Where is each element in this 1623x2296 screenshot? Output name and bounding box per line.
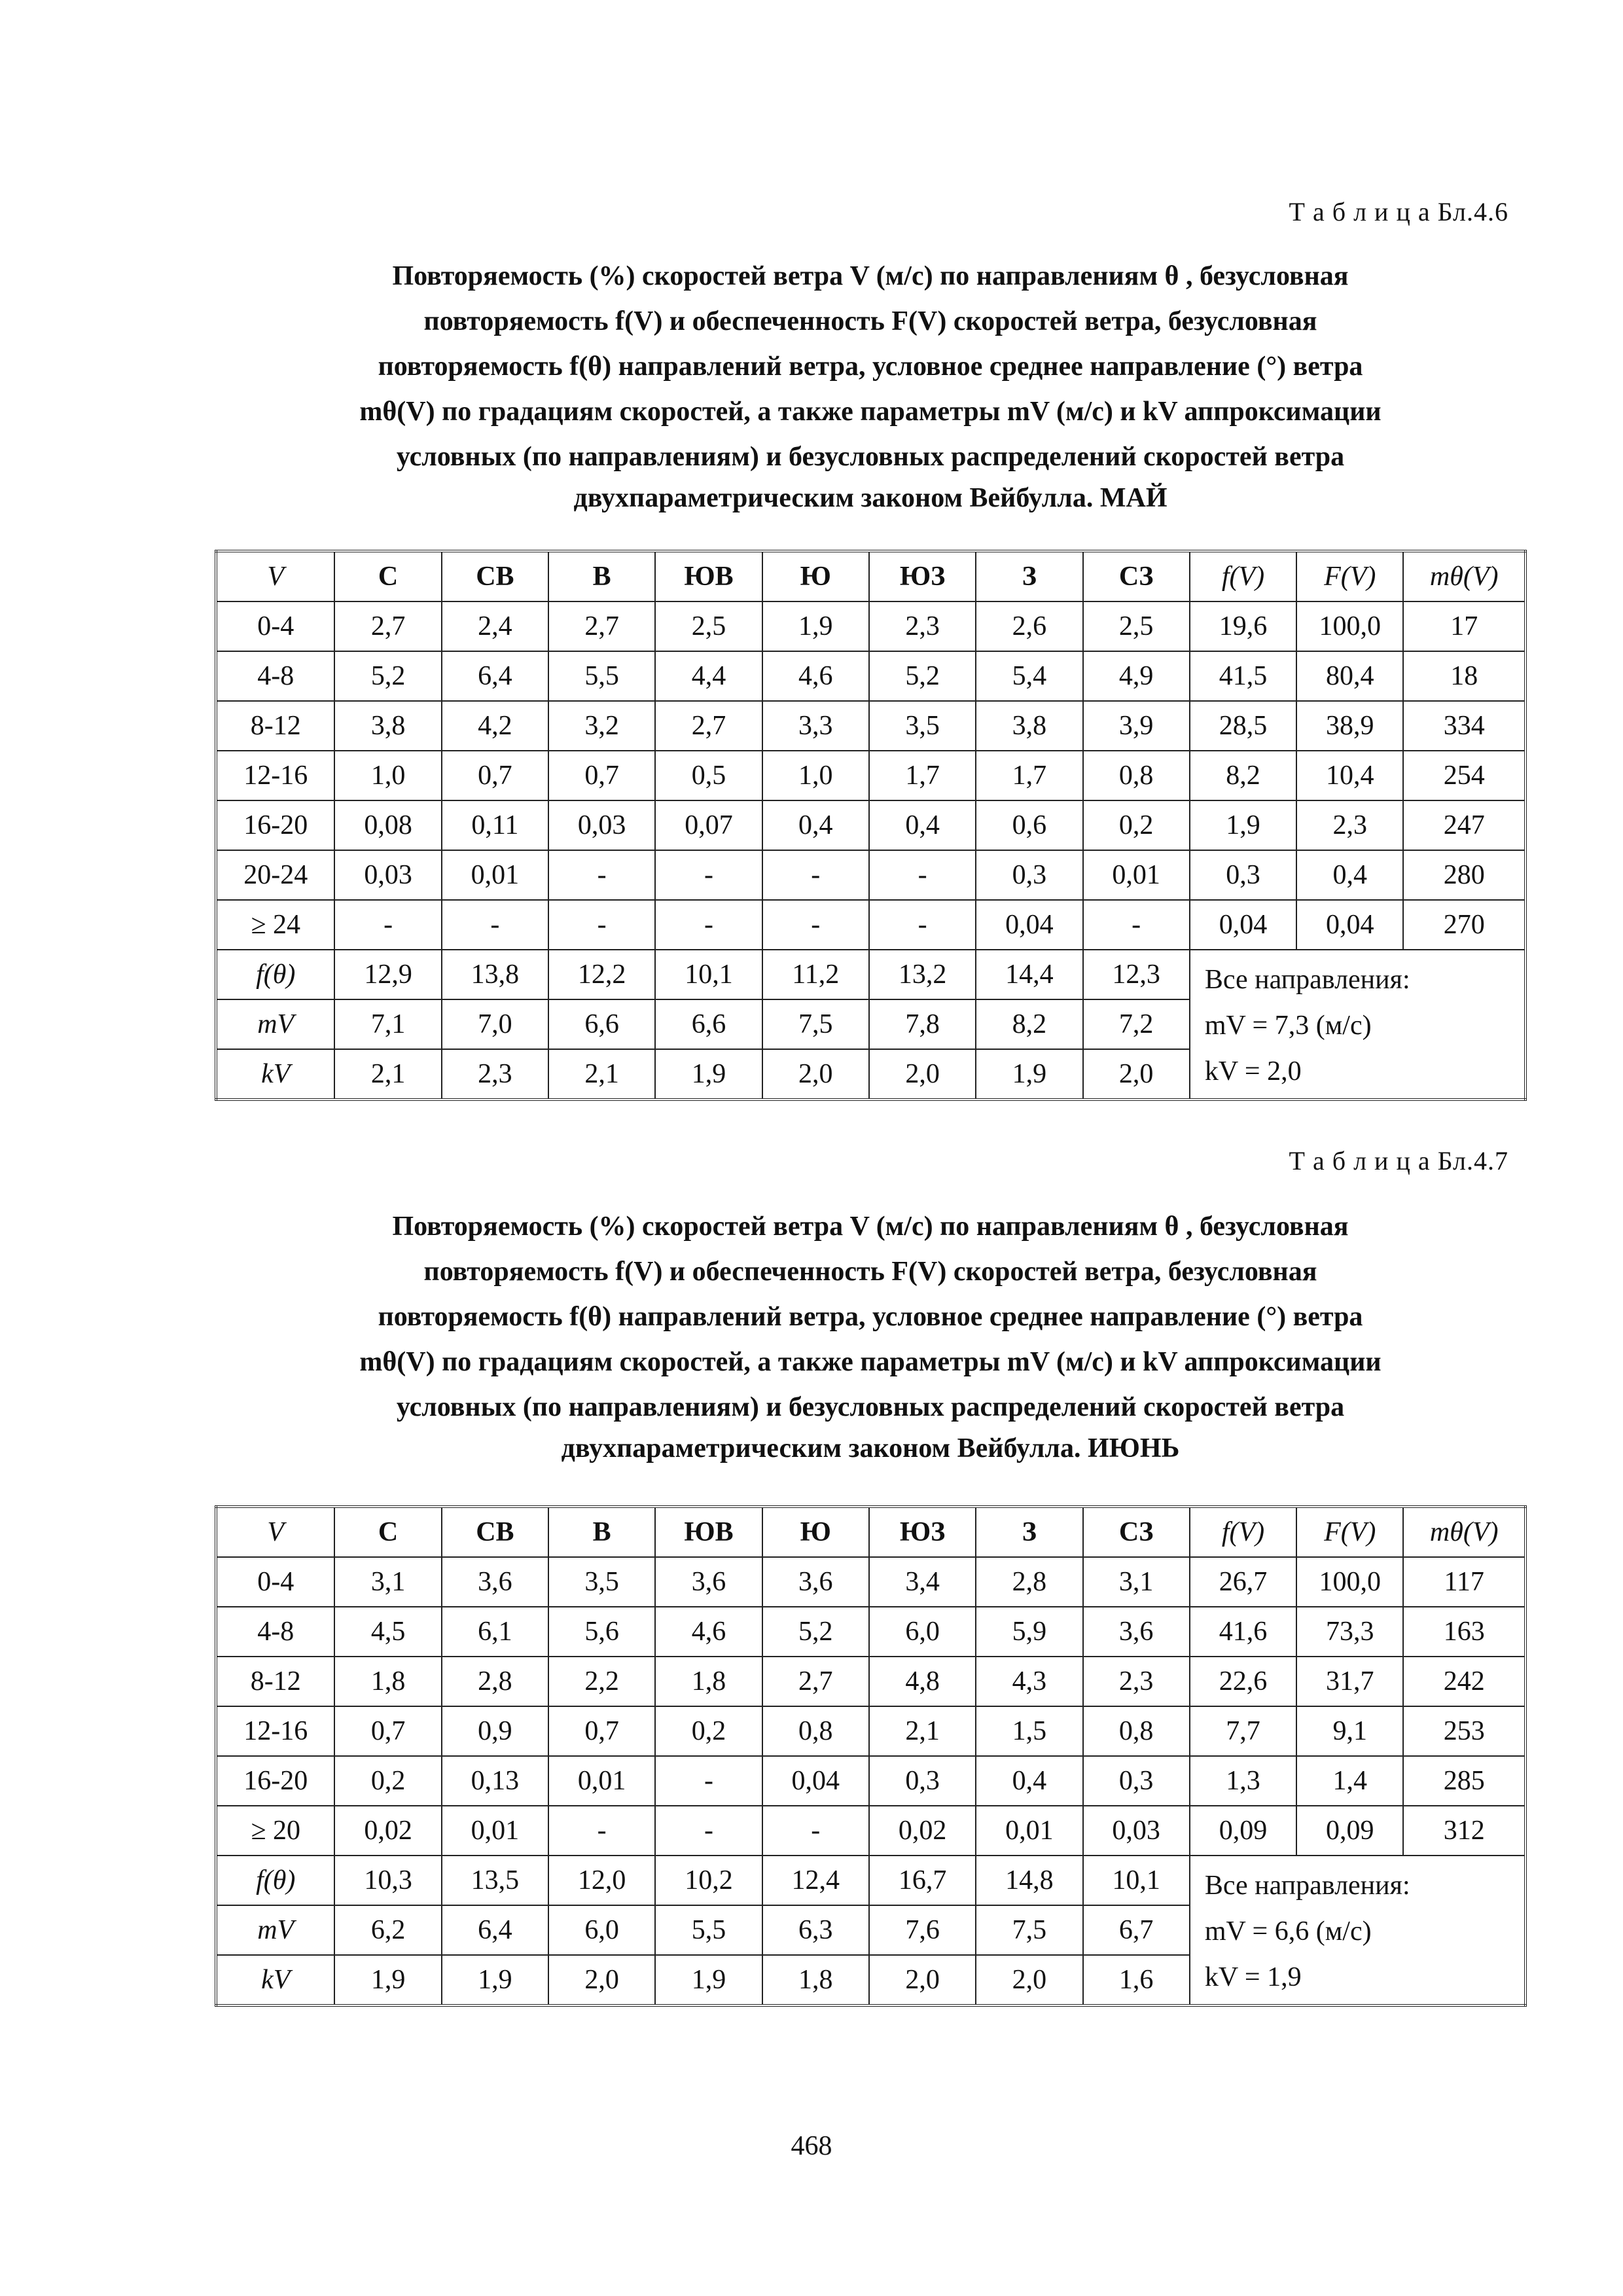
note-line: Все направления: [1204,965,1410,995]
param-cell: 12,0 [548,1856,655,1905]
table-cell: 0,2 [655,1706,762,1756]
column-header: ЮВ [655,1507,762,1557]
note-line: kV = 1,9 [1204,1962,1302,1992]
table-cell: 5,9 [976,1607,1082,1657]
param-label: mV [216,1905,334,1955]
table-cell: 1,9 [762,601,869,651]
all-directions-note [1190,1856,1525,2005]
page-number: 468 [791,2131,832,2161]
param-label: mV [216,999,334,1049]
table-row [216,1657,1525,1706]
param-cell: 7,5 [976,1905,1082,1955]
table-row [216,601,1525,651]
column-header: В [548,551,655,601]
param-cell: 1,9 [442,1955,548,2005]
table-cell: 6,4 [442,651,548,701]
column-header: З [976,1507,1082,1557]
param-cell: 2,3 [442,1049,548,1100]
table-cell: 4,6 [655,1607,762,1657]
param-cell: 8,2 [976,999,1082,1049]
table-cell: 17 [1403,601,1525,651]
table-cell: 0,8 [1083,751,1190,800]
param-row [216,1856,1525,1905]
table-cell: 3,6 [442,1557,548,1607]
caption-line: повторяемость f(θ) направлений ветра, условное среднее направление (°) ветра [378,351,1363,382]
table-cell: 334 [1403,701,1525,751]
table-cell: 117 [1403,1557,1525,1607]
column-header: В [548,1507,655,1557]
table-cell: 285 [1403,1756,1525,1806]
table-cell: - [655,1756,762,1806]
param-cell: 6,7 [1083,1905,1190,1955]
table-cell: 0,01 [442,1806,548,1856]
table-cell: 80,4 [1296,651,1403,701]
table-cell: 4,2 [442,701,548,751]
table-cell: 19,6 [1190,601,1296,651]
column-header: С [334,1507,441,1557]
param-cell: 2,0 [548,1955,655,2005]
table-cell: - [762,1806,869,1856]
table-caption-1 [223,254,1518,516]
param-cell: 12,3 [1083,950,1190,999]
param-cell: 7,8 [869,999,976,1049]
table-cell: 3,4 [869,1557,976,1607]
table-cell: 0,7 [548,1706,655,1756]
table-cell: 0,9 [442,1706,548,1756]
param-cell: 2,0 [762,1049,869,1100]
row-label: ≥ 24 [216,900,334,950]
table-cell: 3,6 [655,1557,762,1607]
table-row [216,800,1525,850]
table-cell: 1,7 [869,751,976,800]
table-cell: 4,3 [976,1657,1082,1706]
param-cell: 2,0 [976,1955,1082,2005]
caption-line: mθ(V) по градациям скоростей, а также параметры mV (м/с) и kV аппроксимации [359,1347,1382,1377]
param-label: kV [216,1049,334,1100]
caption-line: двухпараметрическим законом Вейбулла. МАЙ [573,483,1168,513]
table-cell: 0,7 [548,751,655,800]
param-cell: 6,0 [548,1905,655,1955]
table-cell: 0,03 [1083,1806,1190,1856]
table-row [216,1607,1525,1657]
param-cell: 10,2 [655,1856,762,1905]
row-label: 8-12 [216,1657,334,1706]
table-cell: 312 [1403,1806,1525,1856]
column-header: ЮЗ [869,551,976,601]
table-cell: 1,8 [655,1657,762,1706]
column-header: F(V) [1296,1507,1403,1557]
table-cell: 2,3 [1296,800,1403,850]
table-cell: 3,1 [334,1557,441,1607]
column-header: ЮЗ [869,1507,976,1557]
table-cell: 18 [1403,651,1525,701]
param-cell: 2,1 [334,1049,441,1100]
param-cell: 13,5 [442,1856,548,1905]
table-row [216,701,1525,751]
caption-line: повторяемость f(V) и обеспеченность F(V) скоростей ветра, безусловная [423,306,1317,336]
table-cell: 0,01 [548,1756,655,1806]
table-cell: 31,7 [1296,1657,1403,1706]
table-cell: 280 [1403,850,1525,900]
param-cell: 12,9 [334,950,441,999]
table-cell: 1,7 [976,751,1082,800]
caption-line: условных (по направлениям) и безусловных распределений скоростей ветра [396,442,1345,472]
table-cell: 2,6 [976,601,1082,651]
param-label: f(θ) [216,1856,334,1905]
table-cell: 0,04 [1296,900,1403,950]
row-label: 12-16 [216,751,334,800]
table-row [216,900,1525,950]
row-label: 8-12 [216,701,334,751]
table-cell: 4,5 [334,1607,441,1657]
param-cell: 6,6 [548,999,655,1049]
column-header: ЮВ [655,551,762,601]
table-cell: 22,6 [1190,1657,1296,1706]
row-label: 20-24 [216,850,334,900]
column-header: Ю [762,551,869,601]
table-cell: 2,5 [1083,601,1190,651]
param-cell: 5,5 [655,1905,762,1955]
table-cell: 5,2 [334,651,441,701]
table-cell: 2,4 [442,601,548,651]
table-cell: 3,8 [334,701,441,751]
table-row [216,751,1525,800]
table-cell: 0,13 [442,1756,548,1806]
note-line: mV = 7,3 (м/с) [1204,1011,1372,1041]
param-cell: 1,9 [655,1049,762,1100]
table-cell: 2,7 [548,601,655,651]
table-cell: 0,3 [1190,850,1296,900]
table-cell: 5,2 [869,651,976,701]
table-cell: 5,5 [548,651,655,701]
table-cell: 5,6 [548,1607,655,1657]
table-cell: - [655,900,762,950]
table-cell: 3,5 [548,1557,655,1607]
table-cell: 41,5 [1190,651,1296,701]
row-label: 0-4 [216,601,334,651]
param-cell: 1,8 [762,1955,869,2005]
row-label: 12-16 [216,1706,334,1756]
param-cell: 12,4 [762,1856,869,1905]
table-cell: 0,07 [655,800,762,850]
table-cell: 3,6 [762,1557,869,1607]
table-cell: 100,0 [1296,1557,1403,1607]
row-label: 16-20 [216,800,334,850]
table-row [216,1806,1525,1856]
table-cell: 2,3 [1083,1657,1190,1706]
table-cell: 26,7 [1190,1557,1296,1607]
table-cell: - [762,900,869,950]
table-cell: - [762,850,869,900]
table-cell: 1,5 [976,1706,1082,1756]
table-label-2: Т а б л и ц а Бл.4.7 [1289,1146,1508,1175]
param-cell: 6,3 [762,1905,869,1955]
param-cell: 1,9 [655,1955,762,2005]
param-cell: 1,6 [1083,1955,1190,2005]
table-cell: 7,7 [1190,1706,1296,1756]
row-label: 4-8 [216,651,334,701]
table-label-1: Т а б л и ц а Бл.4.6 [1289,197,1508,226]
table-cell: - [655,1806,762,1856]
table-cell: 0,03 [334,850,441,900]
table-cell: 0,2 [334,1756,441,1806]
table-caption-2 [223,1204,1518,1467]
table-cell: 8,2 [1190,751,1296,800]
table-cell: 4,4 [655,651,762,701]
table-cell: - [869,850,976,900]
table-cell: 2,7 [655,701,762,751]
table-cell: 6,1 [442,1607,548,1657]
caption-line: mθ(V) по градациям скоростей, а также параметры mV (м/с) и kV аппроксимации [359,397,1382,427]
table-cell: - [548,1806,655,1856]
table-cell: 0,4 [869,800,976,850]
table-cell: 4,8 [869,1657,976,1706]
table-cell: 1,9 [1190,800,1296,850]
param-label: f(θ) [216,950,334,999]
table-cell: 0,4 [1296,850,1403,900]
table-cell: 2,7 [334,601,441,651]
table-cell: 0,8 [762,1706,869,1756]
note-line: kV = 2,0 [1204,1056,1302,1086]
table-cell: 242 [1403,1657,1525,1706]
table-cell: 0,4 [976,1756,1082,1806]
column-header: F(V) [1296,551,1403,601]
param-cell: 2,0 [1083,1049,1190,1100]
param-cell: 7,5 [762,999,869,1049]
column-header: V [216,551,334,601]
table-cell: 38,9 [1296,701,1403,751]
note-line: mV = 6,6 (м/с) [1204,1916,1372,1946]
param-cell: 2,0 [869,1049,976,1100]
column-header: З [976,551,1082,601]
column-header: f(V) [1190,551,1296,601]
table-cell: 1,8 [334,1657,441,1706]
column-header: СЗ [1083,551,1190,601]
table-cell: 0,04 [762,1756,869,1806]
table-cell: 2,3 [869,601,976,651]
column-header: Ю [762,1507,869,1557]
table-cell: 0,2 [1083,800,1190,850]
param-cell: 1,9 [334,1955,441,2005]
param-cell: 7,0 [442,999,548,1049]
table-cell: 5,2 [762,1607,869,1657]
column-header: mθ(V) [1403,551,1525,601]
caption-line: условных (по направлениям) и безусловных распределений скоростей ветра [396,1392,1345,1422]
table-cell: 3,8 [976,701,1082,751]
table-cell: 0,6 [976,800,1082,850]
row-label: ≥ 20 [216,1806,334,1856]
param-cell: 1,9 [976,1049,1082,1100]
table-cell: - [869,900,976,950]
table-cell: 1,0 [334,751,441,800]
table-cell: 4,9 [1083,651,1190,701]
table-cell: 9,1 [1296,1706,1403,1756]
caption-line: повторяемость f(θ) направлений ветра, условное среднее направление (°) ветра [378,1302,1363,1332]
table-row [216,1557,1525,1607]
table-cell: 0,03 [548,800,655,850]
table-cell: 3,5 [869,701,976,751]
table-cell: - [548,900,655,950]
table-cell: 2,8 [976,1557,1082,1607]
table-cell: 0,3 [1083,1756,1190,1806]
table-cell: 41,6 [1190,1607,1296,1657]
table-cell: - [1083,900,1190,950]
table-cell: 0,5 [655,751,762,800]
row-label: 4-8 [216,1607,334,1657]
table-cell: 3,3 [762,701,869,751]
param-label: kV [216,1955,334,2005]
data-table-1 [215,550,1527,1101]
column-header: mθ(V) [1403,1507,1525,1557]
table-cell: 3,6 [1083,1607,1190,1657]
table-cell: - [655,850,762,900]
table-cell: 0,09 [1296,1806,1403,1856]
param-cell: 6,4 [442,1905,548,1955]
table-cell: 2,7 [762,1657,869,1706]
table-cell: 270 [1403,900,1525,950]
param-cell: 12,2 [548,950,655,999]
table-cell: - [442,900,548,950]
param-row [216,950,1525,999]
table-row [216,1756,1525,1806]
table-row [216,850,1525,900]
param-cell: 10,1 [1083,1856,1190,1905]
table-cell: 3,1 [1083,1557,1190,1607]
table-cell: 0,04 [1190,900,1296,950]
table-cell: 1,4 [1296,1756,1403,1806]
table-cell: 3,2 [548,701,655,751]
table-cell: 0,01 [976,1806,1082,1856]
param-cell: 14,8 [976,1856,1082,1905]
param-cell: 11,2 [762,950,869,999]
table-cell: 0,08 [334,800,441,850]
table-cell: 0,3 [976,850,1082,900]
table-cell: - [548,850,655,900]
table-cell: 247 [1403,800,1525,850]
column-header: С [334,551,441,601]
table-row [216,1706,1525,1756]
table-cell: 0,01 [442,850,548,900]
table-cell: 253 [1403,1706,1525,1756]
param-cell: 10,3 [334,1856,441,1905]
table-cell: 0,09 [1190,1806,1296,1856]
header-row [216,1507,1525,1557]
param-cell: 16,7 [869,1856,976,1905]
all-directions-note [1190,950,1525,1100]
table-cell: 3,9 [1083,701,1190,751]
caption-line: двухпараметрическим законом Вейбулла. ИЮНЬ [561,1433,1180,1463]
table-cell: 1,0 [762,751,869,800]
table-cell: 73,3 [1296,1607,1403,1657]
param-cell: 13,2 [869,950,976,999]
param-cell: 13,8 [442,950,548,999]
param-cell: 6,2 [334,1905,441,1955]
row-label: 0-4 [216,1557,334,1607]
table-cell: 28,5 [1190,701,1296,751]
table-cell: 254 [1403,751,1525,800]
table-cell: 4,6 [762,651,869,701]
header-row [216,551,1525,601]
table-cell: 6,0 [869,1607,976,1657]
row-label: 16-20 [216,1756,334,1806]
table-cell: 100,0 [1296,601,1403,651]
param-cell: 7,6 [869,1905,976,1955]
note-line: Все направления: [1204,1871,1410,1901]
caption-line: Повторяемость (%) скоростей ветра V (м/с) по направлениям θ , безусловная [392,1211,1349,1242]
table-cell: 0,7 [442,751,548,800]
table-cell: 0,04 [976,900,1082,950]
param-cell: 7,1 [334,999,441,1049]
column-header: СВ [442,551,548,601]
table-cell: 2,1 [869,1706,976,1756]
caption-line: повторяемость f(V) и обеспеченность F(V) скоростей ветра, безусловная [423,1257,1317,1287]
table-cell: 5,4 [976,651,1082,701]
table-cell: 2,2 [548,1657,655,1706]
table-cell: 0,01 [1083,850,1190,900]
param-cell: 14,4 [976,950,1082,999]
caption-line: Повторяемость (%) скоростей ветра V (м/с) по направлениям θ , безусловная [392,261,1349,291]
param-cell: 6,6 [655,999,762,1049]
table-cell: 0,4 [762,800,869,850]
table-cell: 2,8 [442,1657,548,1706]
table-cell: 10,4 [1296,751,1403,800]
table-cell: 2,5 [655,601,762,651]
table-row [216,651,1525,701]
param-cell: 10,1 [655,950,762,999]
table-cell: 0,3 [869,1756,976,1806]
data-table-2 [215,1505,1527,2007]
table-cell: 0,7 [334,1706,441,1756]
table-cell: 0,11 [442,800,548,850]
table-cell: 163 [1403,1607,1525,1657]
column-header: V [216,1507,334,1557]
table-cell: 1,3 [1190,1756,1296,1806]
param-cell: 2,1 [548,1049,655,1100]
column-header: СЗ [1083,1507,1190,1557]
param-cell: 7,2 [1083,999,1190,1049]
table-cell: 0,02 [334,1806,441,1856]
table-cell: - [334,900,441,950]
table-cell: 0,02 [869,1806,976,1856]
column-header: f(V) [1190,1507,1296,1557]
column-header: СВ [442,1507,548,1557]
param-cell: 2,0 [869,1955,976,2005]
table-cell: 0,8 [1083,1706,1190,1756]
